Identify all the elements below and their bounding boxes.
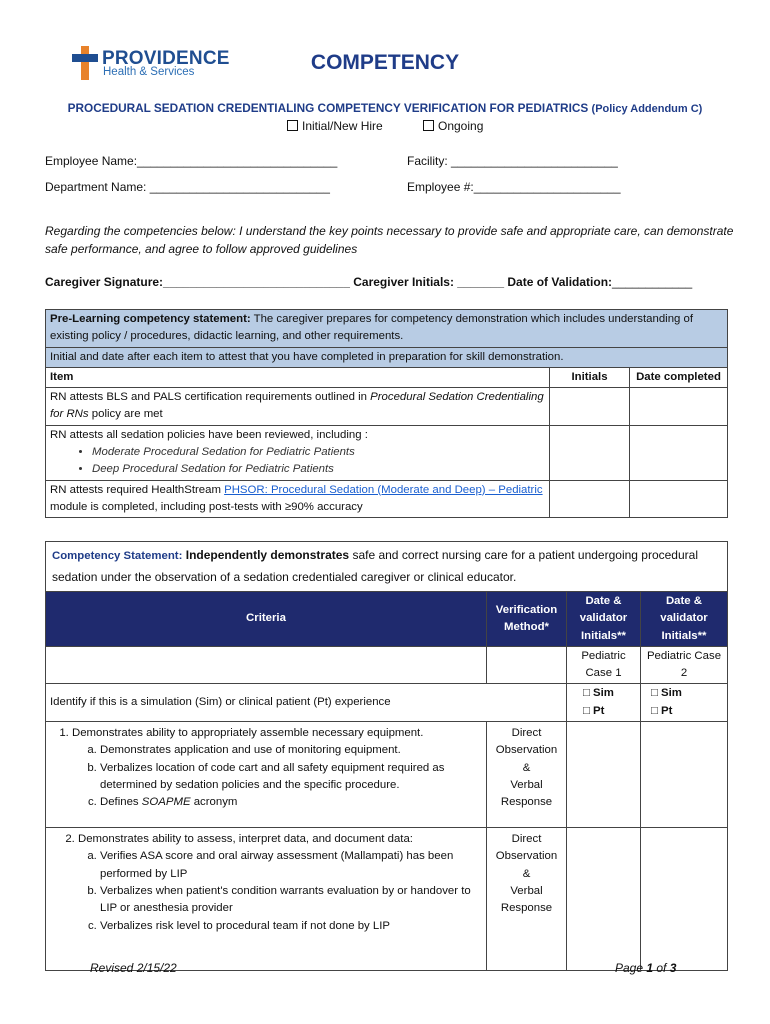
initials-cell[interactable]	[550, 480, 630, 518]
pediatric-case-1: Pediatric Case 1	[567, 646, 641, 684]
policy-addendum: (Policy Addendum C)	[591, 103, 703, 115]
list-item: a. Demonstrates application and use of monitoring equipment.	[100, 742, 482, 759]
page-number: Page 1 of 3	[615, 961, 677, 975]
criteria-item-1: 1. Demonstrates ability to appropriately assemble necessary equipment. a. Demonstrates application and use of monitoring equipment. b. Verbalizes location of code cart and all safety equipment required as determined by sedation policies and the specific procedure. c. Defines SOAPME acronym	[46, 722, 487, 828]
header-verification-method: Verification Method*	[487, 592, 567, 647]
verification-method-1: Direct Observation & Verbal Response	[487, 722, 567, 828]
verification-method-2: Direct Observation & Verbal Response	[487, 828, 567, 971]
list-item: • Deep Procedural Sedation for Pediatric Patients	[92, 461, 545, 478]
sim-checkbox[interactable]: □ Sim	[583, 687, 614, 700]
competency-bold-text: Independently demonstrates	[185, 548, 350, 562]
ongoing-option[interactable]	[423, 119, 483, 133]
validator-cell[interactable]	[641, 828, 728, 971]
list-item: b. Verbalizes location of code cart and all safety equipment required as determined by sedation policies and the specific procedure.	[100, 760, 482, 795]
subtitle-text: PROCEDURAL SEDATION CREDENTIALING COMPETENCY VERIFICATION FOR PEDIATRICS	[67, 101, 589, 115]
list-item: • Moderate Procedural Sedation for Pediatric Patients	[92, 444, 545, 461]
regarding-statement: Regarding the competencies below: I understand the key points necessary to provide safe and appropriate care, can demonstrate safe performance, and agree to follow approved guidelines	[45, 224, 734, 256]
empty-cell	[46, 646, 487, 684]
ongoing-label: Ongoing	[438, 119, 484, 133]
initials-cell[interactable]	[550, 425, 630, 480]
competency-text: safe and correct nursing care for a patient undergoing procedural sedation under the observation of a sedation credentialed caregiver or clinical educator.	[52, 548, 698, 584]
header-date-validator-1: Date & validator Initials**	[567, 592, 641, 647]
department-field[interactable]: Department Name: ___________________________	[45, 180, 330, 194]
empty-cell	[487, 646, 567, 684]
validator-cell[interactable]	[567, 722, 641, 828]
validator-cell[interactable]	[567, 828, 641, 971]
header-criteria: Criteria	[46, 592, 487, 647]
form-subtitle	[20, 101, 750, 115]
date-cell[interactable]	[630, 480, 728, 518]
revised-date: Revised 2/15/22	[90, 961, 177, 975]
list-item: b. Verbalizes when patient's condition warrants evaluation by or handover to LIP or anesthesia provider	[100, 883, 482, 918]
logo-subtitle: Health & Services	[103, 66, 195, 78]
header-date-validator-2: Date & validator Initials**	[641, 592, 728, 647]
logo-name: PROVIDENCE	[102, 48, 230, 69]
prelearning-instruction: Initial and date after each item to attest that you have completed in preparation for skill demonstration.	[46, 347, 728, 367]
employee-number-field[interactable]: Employee #:______________________	[407, 180, 621, 194]
prelearning-text: The caregiver prepares for competency demonstration which includes understanding of existing policy / procedures, didactic learning, and other requirements.	[50, 313, 694, 343]
employee-name-field[interactable]: Employee Name:______________________________	[45, 154, 338, 168]
table-row: RN attests BLS and PALS certification requirements outlined in Procedural Sedation Credentialing for RNs policy are met	[46, 388, 550, 426]
date-cell[interactable]	[630, 388, 728, 426]
header-date-completed: Date completed	[630, 367, 728, 387]
pediatric-case-2: Pediatric Case 2	[641, 646, 728, 684]
checkbox-icon[interactable]	[423, 120, 434, 131]
caregiver-initials-field[interactable]: Caregiver Initials: _______	[353, 275, 505, 289]
page-title: COMPETENCY	[310, 51, 460, 74]
prelearning-statement	[46, 310, 728, 348]
caregiver-signature-field[interactable]: Caregiver Signature:____________________________	[45, 275, 350, 289]
table-row: RN attests required HealthStream PHSOR: Procedural Sedation (Moderate and Deep) – Pediatric module is completed, including post-tests with ≥90% accuracy	[46, 480, 550, 518]
list-item: a. Verifies ASA score and oral airway assessment (Mallampati) has been performed by LIP	[100, 848, 482, 883]
initial-label: Initial/New Hire	[302, 119, 383, 133]
checkbox-icon[interactable]	[287, 120, 298, 131]
case-2-type[interactable]	[641, 684, 728, 722]
pt-checkbox[interactable]: □ Pt	[651, 704, 673, 717]
prelearning-label: Pre-Learning competency statement:	[50, 313, 251, 325]
date-of-validation-field[interactable]: ____________	[612, 275, 693, 289]
initial-option[interactable]	[287, 119, 383, 133]
list-item: c. Verbalizes risk level to procedural team if not done by LIP	[100, 918, 482, 935]
pt-checkbox[interactable]: □ Pt	[583, 704, 605, 717]
identify-experience: Identify if this is a simulation (Sim) or clinical patient (Pt) experience	[46, 684, 567, 722]
initials-cell[interactable]	[550, 388, 630, 426]
date-of-validation-label: Date of Validation:	[507, 275, 613, 289]
competency-table	[45, 541, 728, 971]
competency-label: Competency Statement:	[52, 550, 183, 562]
competency-statement	[46, 542, 728, 592]
date-cell[interactable]	[630, 425, 728, 480]
validator-cell[interactable]	[641, 722, 728, 828]
list-item: c. Defines SOAPME acronym	[100, 794, 482, 811]
sim-checkbox[interactable]: □ Sim	[651, 687, 682, 700]
table-row: RN attests all sedation policies have been reviewed, including : • Moderate Procedural Sedation for Pediatric Patients • Deep Procedural Sedation for Pediatric Patients	[46, 425, 550, 480]
signature-line[interactable]	[45, 275, 692, 289]
header-initials: Initials	[550, 367, 630, 387]
criteria-item-2: 2. Demonstrates ability to assess, interpret data, and document data: a. Verifies ASA score and oral airway assessment (Mallampati) has been performed by LIP b. Verbalizes when patient's condition warrants evaluation by or handover to LIP or anesthesia provider c. Verbalizes risk level to procedural team if not done by LIP	[46, 828, 487, 971]
healthstream-module-link[interactable]: PHSOR: Procedural Sedation (Moderate and Deep) – Pediatric	[224, 483, 543, 496]
case-1-type[interactable]	[567, 684, 641, 722]
facility-field[interactable]: Facility: _________________________	[407, 154, 618, 168]
prelearning-table	[45, 309, 728, 518]
header-item: Item	[46, 367, 550, 387]
